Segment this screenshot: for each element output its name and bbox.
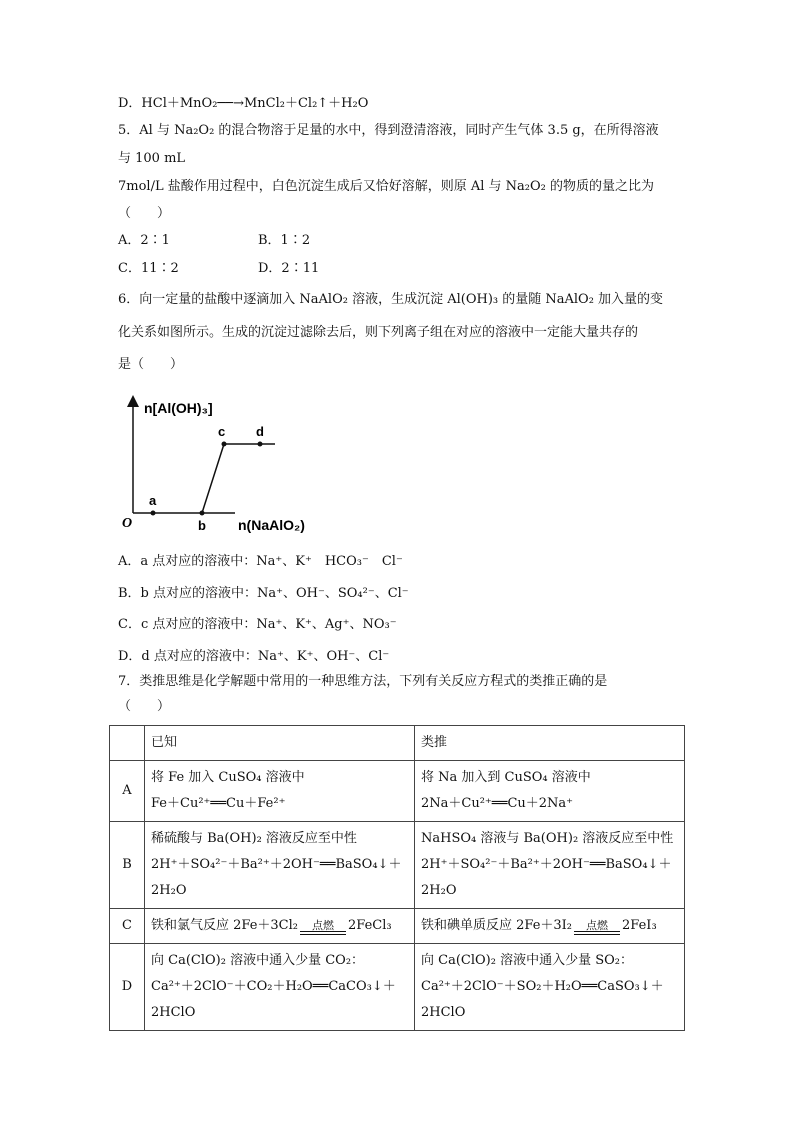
table-row — [110, 822, 685, 909]
q6-text-1: 6．向一定量的盐酸中逐滴加入 NaAlO₂ 溶液，生成沉淀 Al(OH)₃ 的量随 NaAlO₂ 加入量的变 — [118, 292, 664, 307]
cell-line: 2H₂O — [421, 883, 457, 898]
label-b: b — [198, 518, 206, 533]
option-d-previous: D．HCl＋MnO₂──→MnCl₂＋Cl₂↑＋H₂O — [118, 96, 369, 111]
cell-line: 向 Ca(ClO)₂ 溶液中通入少量 CO₂： — [151, 953, 365, 968]
table-row — [110, 909, 685, 944]
q5-option-c: C．11∶2 — [118, 261, 179, 276]
cell-line: 2H⁺＋SO₄²⁻＋Ba²⁺＋2OH⁻══BaSO₄↓＋ — [151, 857, 402, 872]
equation-left: 铁和氯气反应 2Fe＋3Cl₂ — [151, 918, 298, 933]
label-a: a — [149, 493, 157, 508]
q7-blank: （ ） — [118, 699, 171, 714]
row-label: C — [110, 909, 145, 944]
known-cell — [145, 909, 415, 944]
cell-line: 稀硫酸与 Ba(OH)₂ 溶液反应至中性 — [151, 831, 357, 846]
table-row — [110, 761, 685, 822]
y-axis-label: n[Al(OH)₃] — [144, 400, 213, 416]
equation-left: 铁和碘单质反应 2Fe＋3I₂ — [421, 918, 573, 933]
cell-line: 2H⁺＋SO₄²⁻＋Ba²⁺＋2OH⁻══BaSO₄↓＋ — [421, 857, 672, 872]
cell-line: Ca²⁺＋2ClO⁻＋SO₂＋H₂O══CaSO₃↓＋ — [421, 979, 664, 994]
x-axis-label: n(NaAlO₂) — [238, 517, 305, 533]
known-cell — [145, 822, 415, 909]
q5-blank: （ ） — [118, 206, 171, 221]
cell-line: NaHSO₄ 溶液与 Ba(OH)₂ 溶液反应至中性 — [421, 831, 674, 846]
row-label: D — [110, 944, 145, 1031]
curve — [202, 444, 275, 513]
q5-option-a: A．2∶1 — [118, 233, 170, 248]
label-d: d — [256, 424, 264, 439]
cell-line: 将 Fe 加入 CuSO₄ 溶液中 — [151, 770, 305, 785]
q6-option-a: A．a 点对应的溶液中：Na⁺、K⁺ HCO₃⁻ Cl⁻ — [118, 554, 403, 569]
analogy-table — [109, 725, 685, 1031]
q7-text-1: 7．类推思维是化学解题中常用的一种思维方法，下列有关反应方程式的类推正确的是 — [118, 674, 608, 689]
cell-line: 2HClO — [421, 1005, 466, 1020]
cell-line: 2Na＋Cu²⁺══Cu＋2Na⁺ — [421, 796, 574, 811]
q6-text-3: 是（ ） — [118, 357, 184, 372]
q6-option-b: B．b 点对应的溶液中：Na⁺、OH⁻、SO₄²⁻、Cl⁻ — [118, 586, 409, 601]
table-row — [110, 944, 685, 1031]
q5-text-1: 5．Al 与 Na₂O₂ 的混合物溶于足量的水中，得到澄清溶液，同时产生气体 3.5 g，在所得溶液 — [118, 123, 659, 138]
q6-option-d: D．d 点对应的溶液中：Na⁺、K⁺、OH⁻、Cl⁻ — [118, 649, 390, 664]
condition-arrow — [574, 920, 620, 935]
known-cell — [145, 761, 415, 822]
q5-option-d: D．2∶11 — [258, 261, 320, 276]
cell-line: 向 Ca(ClO)₂ 溶液中通入少量 SO₂： — [421, 953, 633, 968]
analog-cell — [415, 822, 685, 909]
point-c — [222, 442, 227, 447]
row-label: A — [110, 761, 145, 822]
known-cell — [145, 944, 415, 1031]
point-d — [258, 442, 263, 447]
condition-arrow — [300, 920, 346, 935]
cell-line: Fe＋Cu²⁺══Cu＋Fe²⁺ — [151, 796, 286, 811]
analog-cell — [415, 909, 685, 944]
label-c: c — [218, 424, 226, 439]
condition-text: 点燃 — [312, 919, 334, 932]
point-a — [151, 511, 156, 516]
table-header-row — [110, 726, 685, 761]
cell-line: 2H₂O — [151, 883, 187, 898]
q5-text-3: 7mol/L 盐酸作用过程中，白色沉淀生成后又恰好溶解，则原 Al 与 Na₂O₂ 的物质的量之比为 — [118, 179, 655, 194]
q6-option-c: C．c 点对应的溶液中：Na⁺、K⁺、Ag⁺、NO₃⁻ — [118, 617, 397, 632]
q5-text-2: 与 100 mL — [118, 151, 186, 166]
cell-line: 将 Na 加入到 CuSO₄ 溶液中 — [421, 770, 591, 785]
q6-text-2: 化关系如图所示。生成的沉淀过滤除去后，则下列离子组在对应的溶液中一定能大量共存的 — [118, 325, 639, 340]
precipitate-graph — [120, 395, 320, 540]
cell-line: Ca²⁺＋2ClO⁻＋CO₂＋H₂O══CaCO₃↓＋ — [151, 979, 396, 994]
condition-text: 点燃 — [586, 919, 609, 932]
header-empty — [110, 726, 145, 761]
q5-option-b: B．1∶2 — [258, 233, 311, 248]
analog-cell — [415, 944, 685, 1031]
equation-right: 2FeI₃ — [622, 918, 657, 933]
origin-label: O — [122, 516, 133, 531]
header-known: 已知 — [145, 726, 415, 761]
cell-line: 2HClO — [151, 1005, 196, 1020]
row-label: B — [110, 822, 145, 909]
equation-right: 2FeCl₃ — [348, 918, 392, 933]
analog-cell — [415, 761, 685, 822]
point-b — [200, 511, 205, 516]
header-analog: 类推 — [415, 726, 685, 761]
